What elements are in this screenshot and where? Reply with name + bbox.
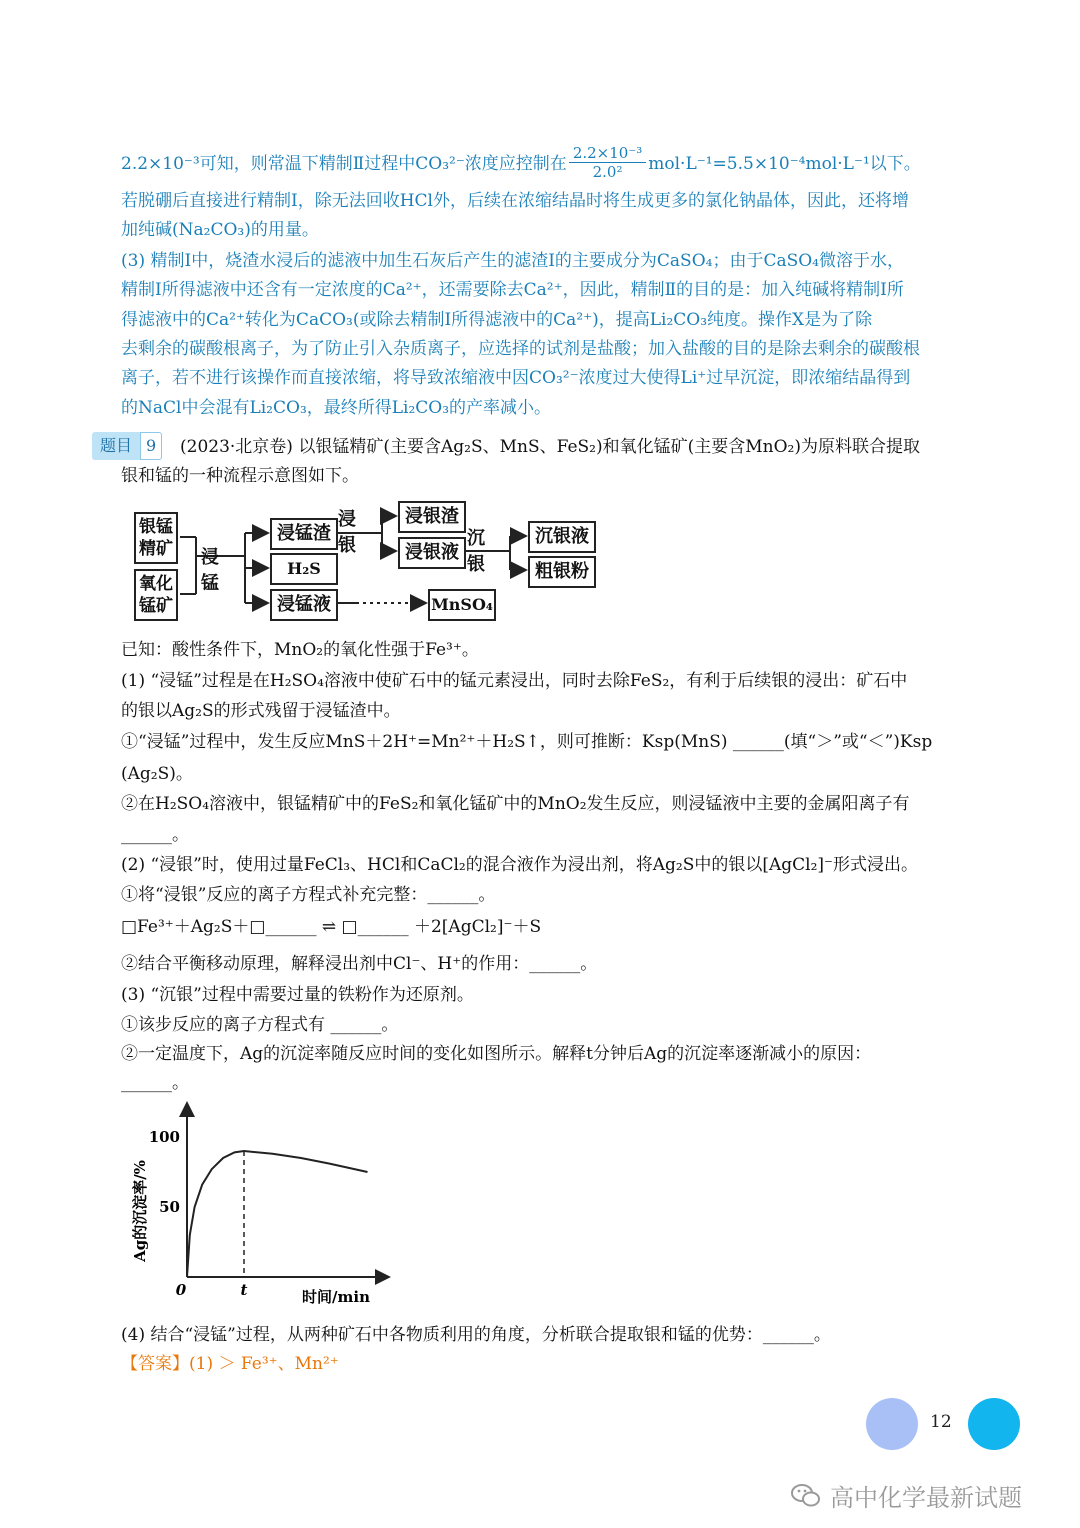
part3-q2: ②一定温度下，Ag的沉淀率随反应时间的变化如图所示。解释t分钟后Ag的沉淀率逐渐减小的原因：	[121, 1044, 872, 1064]
crude-ag-powder: 粗银粉	[528, 556, 596, 588]
page-circle-right	[968, 1398, 1020, 1450]
question-tag-number: 9	[140, 432, 162, 460]
part1-line-2: 的银以Ag₂S的形式残留于浸锰渣中。	[121, 701, 401, 721]
y-axis-label: Ag的沉淀率/%	[131, 1160, 149, 1262]
page-number: 12	[930, 1412, 952, 1432]
step-leach-mn: 浸锰	[201, 547, 219, 594]
part2-line-1: (2) “浸银”时，使用过量FeCl₃、HCl和CaCl₂的混合液作为浸出剂，将Ag₂S中的银以[AgCl₂]⁻形式浸出。	[121, 855, 918, 875]
y-tick-label-0: 50	[159, 1198, 180, 1216]
solution-line-3: 加纯碱(Na₂CO₃)的用量。	[121, 220, 319, 240]
known-condition: 已知：酸性条件下，MnO₂的氧化性强于Fe³⁺。	[121, 640, 479, 660]
part1-q2-blank: ______。	[121, 825, 189, 845]
h2s: H₂S	[270, 553, 338, 585]
part3-q2-blank: ______。	[121, 1073, 189, 1093]
ore-mn-oxide: 氧化锰矿	[134, 569, 178, 621]
solution-line-4: (3) 精制Ⅰ中，烧渣水浸后的滤液中加生石灰后产生的滤渣Ⅰ的主要成分为CaSO₄；由于CaSO₄微溶于水，	[121, 251, 904, 271]
t-label: t	[240, 1281, 248, 1299]
part4-question: (4) 结合“浸锰”过程，从两种矿石中各物质利用的角度，分析联合提取银和锰的优势：______。	[121, 1325, 831, 1345]
watermark	[790, 1478, 1022, 1513]
step-leach-ag: 浸银	[338, 509, 356, 556]
solution-line-1-b: mol·L⁻¹=5.5×10⁻⁴mol·L⁻¹以下。	[648, 154, 921, 174]
question-line-1: (2023·北京卷) 以银锰精矿(主要含Ag₂S、MnS、FeS₂)和氧化锰矿(主要含MnO₂)为原料联合提取	[180, 437, 920, 457]
solution-line-6: 得滤液中的Ca²⁺转化为CaCO₃(或除去精制Ⅰ所得滤液中的Ca²⁺)，提高Li₂CO₃纯度。操作X是为了除	[121, 310, 873, 330]
ag-liquor: 浸银液	[398, 537, 466, 569]
solution-line-7: 去剩余的碳酸根离子，为了防止引入杂质离子，应选择的试剂是盐酸；加入盐酸的目的是除去剩余的碳酸根	[121, 339, 920, 359]
step-precip-ag: 沉银	[467, 528, 485, 575]
part3-q1: ①该步反应的离子方程式有 ______。	[121, 1015, 399, 1035]
wechat-icon	[790, 1482, 822, 1510]
part2-q2: ②结合平衡移动原理，解释浸出剂中Cl⁻、H⁺的作用：______。	[121, 954, 598, 974]
solution-line-2: 若脱硼后直接进行精制Ⅰ，除无法回收HCl外，后续在浓缩结晶时将生成更多的氯化钠晶体，因此，还将增	[121, 191, 909, 211]
part1-q1: ①“浸锰”过程中，发生反应MnS＋2H⁺=Mn²⁺＋H₂S↑，则可推断：Ksp(MnS) ______(填“＞”或“＜”)Ksp	[121, 732, 933, 752]
watermark-text: 高中化学最新试题	[830, 1484, 1022, 1512]
part1-line-1: (1) “浸锰”过程是在H₂SO₄溶液中使矿石中的锰元素浸出，同时去除FeS₂，有利于后续银的浸出：矿石中	[121, 671, 908, 691]
solution-line-9: 的NaCl中会混有Li₂CO₃，最终所得Li₂CO₃的产率减小。	[121, 398, 552, 418]
chart	[120, 1095, 420, 1315]
part3-line-1: (3) “沉银”过程中需要过量的铁粉作为还原剂。	[121, 985, 474, 1005]
fraction-denominator: 2.0²	[592, 163, 623, 181]
page-circle-left	[866, 1398, 918, 1450]
series-line	[187, 1151, 368, 1277]
part1-q2: ②在H₂SO₄溶液中，银锰精矿中的FeS₂和氧化锰矿中的MnO₂发生反应，则浸锰液中主要的金属阳离子有	[121, 794, 910, 814]
question-tag-label: 题目	[92, 432, 140, 460]
precip-liquor: 沉银液	[528, 521, 596, 553]
solution-line-1-a: 2.2×10⁻³可知，则常温下精制Ⅱ过程中CO₃²⁻浓度应控制在	[121, 154, 567, 174]
ag-residue: 浸银渣	[398, 501, 466, 533]
x-axis-label: 时间/min	[302, 1288, 370, 1306]
part2-q1: ①将“浸银”反应的离子方程式补充完整：______。	[121, 885, 496, 905]
mn-liquor: 浸锰液	[270, 589, 338, 621]
answer-line: 【答案】(1) ＞ Fe³⁺、Mn²⁺	[121, 1354, 339, 1374]
ore-ag-mn-concentrate: 银锰精矿	[134, 512, 178, 564]
question-line-2: 银和锰的一种流程示意图如下。	[121, 466, 359, 486]
mnso4: MnSO₄	[428, 589, 496, 621]
fraction-numerator: 2.2×10⁻³	[569, 144, 646, 163]
part2-equation: □Fe³⁺＋Ag₂S＋□______ ⇌ □______ ＋2[AgCl₂]⁻＋S	[121, 917, 542, 937]
origin-label: 0	[175, 1281, 187, 1299]
mn-residue: 浸锰渣	[270, 518, 338, 550]
solution-line-8: 离子，若不进行该操作而直接浓缩，将导致浓缩液中因CO₃²⁻浓度过大使得Li⁺过早沉淀，即浓缩结晶得到	[121, 368, 911, 388]
solution-line-5: 精制Ⅰ所得滤液中还含有一定浓度的Ca²⁺，还需要除去Ca²⁺，因此，精制Ⅱ的目的是：加入纯碱将精制Ⅰ所	[121, 280, 904, 300]
y-tick-label-1: 100	[148, 1128, 180, 1146]
part1-q1-cont: (Ag₂S)。	[121, 764, 193, 784]
